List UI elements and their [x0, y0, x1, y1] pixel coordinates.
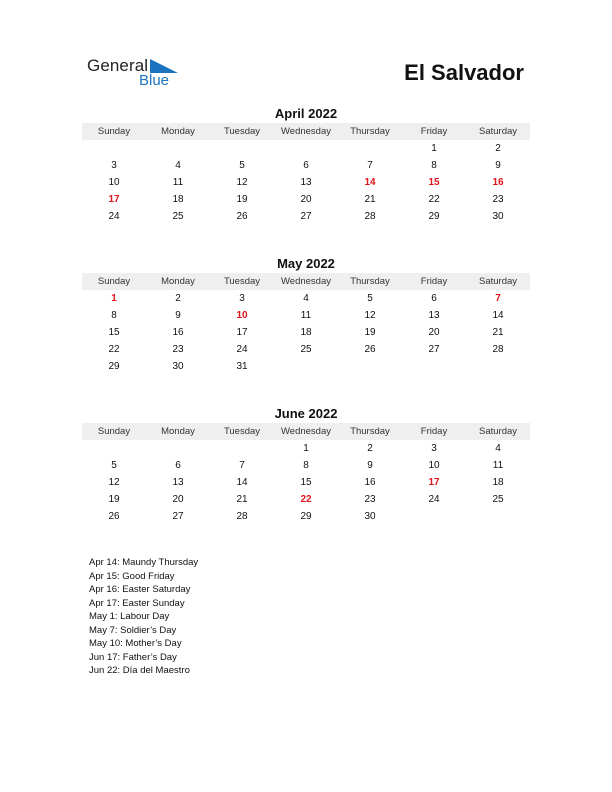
day-cell: 10: [108, 177, 120, 188]
logo-blue-text: Blue: [139, 72, 170, 89]
day-cell: 22: [428, 194, 440, 205]
day-cell: 21: [492, 327, 504, 338]
holiday-entry: Apr 16: Easter Saturday: [89, 584, 191, 595]
week-row: [82, 140, 530, 157]
day-cell: 28: [236, 511, 248, 522]
day-cell: 13: [428, 310, 440, 321]
weekday-header: Tuesday: [223, 426, 261, 437]
day-cell: 16: [364, 477, 376, 488]
day-cell: 8: [303, 460, 309, 471]
holiday-entry: Jun 17: Father’s Day: [89, 651, 177, 663]
day-cell: 26: [236, 211, 248, 222]
day-cell: 14: [492, 310, 504, 321]
weekday-header: Monday: [161, 126, 195, 137]
holiday-entry: Apr 17: Easter Sunday: [89, 597, 185, 609]
day-cell: 24: [108, 211, 120, 222]
day-cell: 14: [236, 477, 248, 488]
day-cell: 20: [172, 494, 184, 505]
day-cell: 11: [300, 310, 312, 321]
day-cell: 1: [431, 143, 437, 154]
holiday-day-cell: 10: [236, 310, 248, 321]
day-cell: 18: [172, 194, 184, 205]
day-cell: 2: [367, 443, 373, 454]
day-cell: 6: [431, 293, 437, 304]
brand-logo: [87, 56, 187, 92]
weekday-header: Saturday: [478, 426, 518, 437]
day-cell: 20: [300, 194, 312, 205]
holiday-day-cell: 16: [492, 177, 504, 188]
day-cell: 8: [111, 310, 117, 321]
logo-general-text: General: [87, 56, 149, 75]
day-cell: 18: [300, 327, 312, 338]
weekday-header-row: [82, 123, 530, 140]
holiday-day-cell: 22: [300, 494, 312, 505]
month-title: June 2022: [274, 406, 338, 421]
day-cell: 26: [364, 344, 376, 355]
day-cell: 9: [495, 160, 501, 171]
holiday-entry: Apr 14: Maundy Thursday: [89, 557, 199, 568]
weekday-header: Thursday: [350, 126, 390, 137]
day-cell: 6: [175, 460, 181, 471]
day-cell: 4: [303, 293, 309, 304]
day-cell: 15: [300, 477, 312, 488]
country-title: El Salvador: [404, 60, 524, 85]
holiday-day-cell: 17: [428, 477, 440, 488]
day-cell: 6: [303, 160, 309, 171]
day-cell: 3: [239, 293, 245, 304]
week-row: [82, 508, 530, 525]
weekday-header: Wednesday: [281, 426, 331, 437]
day-cell: 21: [364, 194, 376, 205]
day-cell: 25: [172, 211, 184, 222]
holiday-entry: Jun 22: Día del Maestro: [89, 665, 190, 676]
holiday-day-cell: 7: [495, 293, 501, 304]
day-cell: 4: [495, 443, 501, 454]
day-cell: 31: [236, 361, 248, 372]
day-cell: 19: [108, 494, 120, 505]
month-title: May 2022: [277, 256, 335, 271]
day-cell: 30: [364, 511, 376, 522]
week-row: [82, 307, 530, 324]
holiday-day-cell: 17: [108, 194, 120, 205]
weekday-header: Friday: [420, 276, 448, 287]
holiday-entry: May 1: Labour Day: [89, 611, 170, 622]
day-cell: 1: [303, 443, 309, 454]
day-cell: 11: [492, 460, 504, 471]
weekday-header: Tuesday: [223, 126, 261, 137]
day-cell: 20: [428, 327, 440, 338]
holiday-list: [89, 556, 198, 678]
day-cell: 25: [300, 344, 312, 355]
week-row: [82, 157, 530, 174]
day-cell: 13: [172, 477, 184, 488]
weekday-header: Tuesday: [223, 276, 261, 287]
day-cell: 27: [428, 344, 440, 355]
week-row: [82, 191, 530, 208]
week-row: [82, 440, 530, 457]
day-cell: 12: [236, 177, 248, 188]
weekday-header: Saturday: [478, 276, 518, 287]
day-cell: 9: [367, 460, 373, 471]
day-cell: 29: [300, 511, 312, 522]
holiday-day-cell: 15: [428, 177, 440, 188]
day-cell: 11: [172, 177, 184, 188]
day-cell: 19: [364, 327, 376, 338]
day-cell: 30: [492, 211, 504, 222]
weekday-header: Saturday: [478, 126, 518, 137]
day-cell: 24: [428, 494, 440, 505]
month-april: [82, 106, 530, 225]
holiday-day-cell: 1: [111, 293, 117, 304]
day-cell: 23: [172, 344, 184, 355]
day-cell: 5: [111, 460, 117, 471]
weekday-header: Sunday: [97, 126, 131, 137]
weekday-header: Friday: [420, 126, 448, 137]
day-cell: 7: [239, 460, 245, 471]
weekday-header: Sunday: [97, 426, 131, 437]
day-cell: 21: [236, 494, 248, 505]
day-cell: 12: [108, 477, 120, 488]
week-row: [82, 324, 530, 341]
day-cell: 27: [172, 511, 184, 522]
day-cell: 8: [431, 160, 437, 171]
weekday-header: Wednesday: [281, 276, 331, 287]
holiday-entry: Apr 15: Good Friday: [89, 570, 175, 582]
day-cell: 5: [367, 293, 373, 304]
day-cell: 30: [172, 361, 184, 372]
week-row: [82, 341, 530, 358]
weekday-header: Monday: [161, 426, 195, 437]
holiday-entry: May 10: Mother’s Day: [89, 638, 182, 649]
day-cell: 9: [175, 310, 181, 321]
week-row: [82, 358, 530, 375]
day-cell: 3: [431, 443, 437, 454]
day-cell: 27: [300, 211, 312, 222]
day-cell: 12: [364, 310, 376, 321]
day-cell: 5: [239, 160, 245, 171]
weekday-header: Friday: [420, 426, 448, 437]
logo-triangle-icon: [150, 59, 178, 73]
weekday-header: Sunday: [97, 276, 131, 287]
weekday-header-row: [82, 273, 530, 290]
weekday-header: Monday: [161, 276, 195, 287]
day-cell: 23: [364, 494, 376, 505]
holiday-entry: May 7: Soldier’s Day: [89, 624, 177, 636]
month-june: [82, 406, 530, 525]
day-cell: 29: [428, 211, 440, 222]
weekday-header: Wednesday: [281, 126, 331, 137]
week-row: [82, 174, 530, 191]
week-row: [82, 290, 530, 307]
week-row: [82, 491, 530, 508]
day-cell: 28: [364, 211, 376, 222]
day-cell: 10: [428, 460, 440, 471]
day-cell: 23: [492, 194, 504, 205]
holiday-day-cell: 14: [364, 177, 376, 188]
day-cell: 18: [492, 477, 504, 488]
day-cell: 7: [367, 160, 373, 171]
day-cell: 13: [300, 177, 312, 188]
week-row: [82, 474, 530, 491]
day-cell: 19: [236, 194, 248, 205]
day-cell: 2: [495, 143, 501, 154]
week-row: [82, 208, 530, 225]
weekday-header: Thursday: [350, 426, 390, 437]
month-may: [82, 256, 530, 375]
day-cell: 22: [108, 344, 120, 355]
day-cell: 28: [492, 344, 504, 355]
week-row: [82, 457, 530, 474]
day-cell: 4: [175, 160, 181, 171]
day-cell: 15: [108, 327, 120, 338]
day-cell: 16: [172, 327, 184, 338]
weekday-header: Thursday: [350, 276, 390, 287]
month-title: April 2022: [274, 106, 338, 121]
day-cell: 26: [108, 511, 120, 522]
day-cell: 2: [175, 293, 181, 304]
day-cell: 25: [492, 494, 504, 505]
day-cell: 29: [108, 361, 120, 372]
day-cell: 3: [111, 160, 117, 171]
day-cell: 17: [236, 327, 248, 338]
weekday-header-row: [82, 423, 530, 440]
day-cell: 24: [236, 344, 248, 355]
